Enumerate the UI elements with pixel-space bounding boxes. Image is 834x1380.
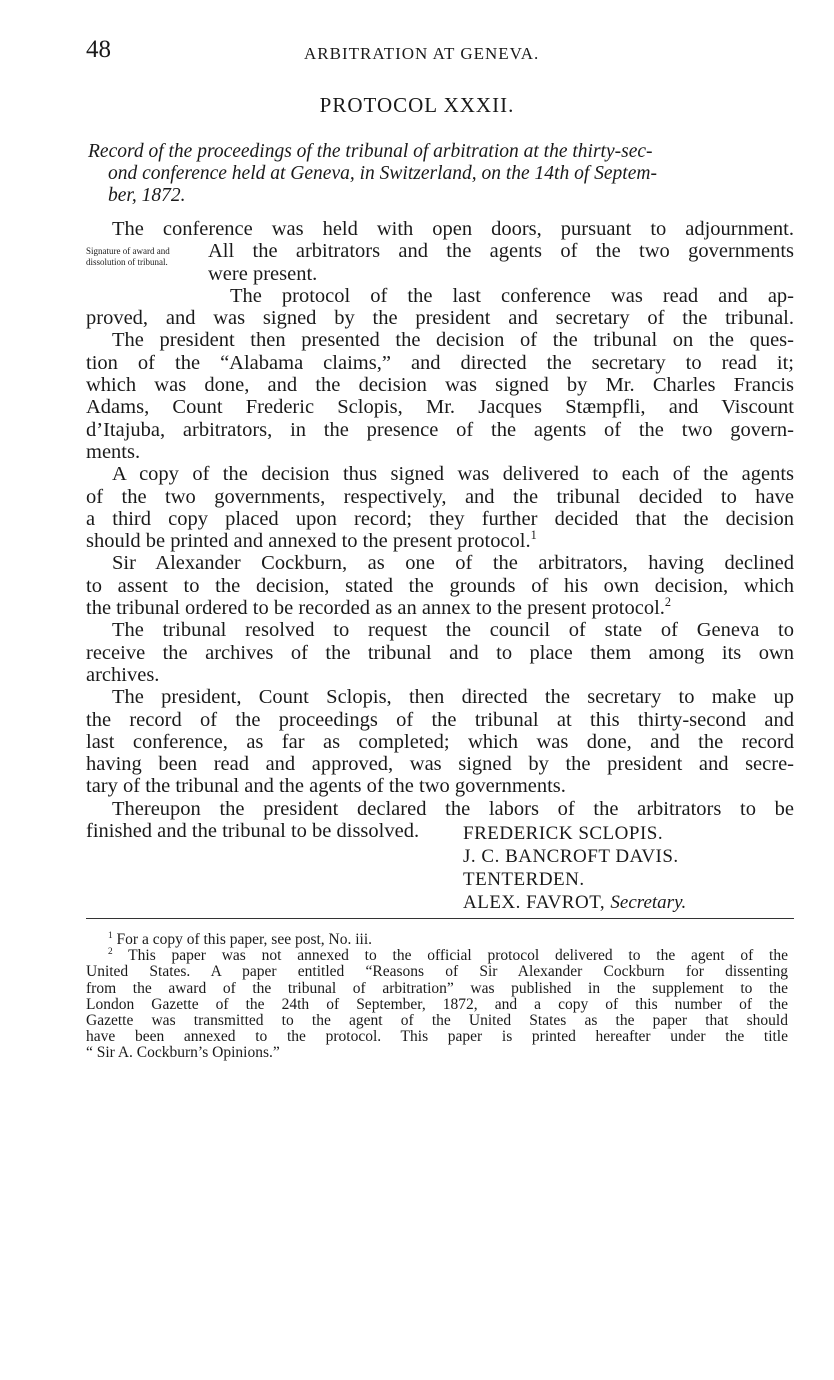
text-line: the record of the proceedings of the tribunal at this thirty-second and: [86, 708, 794, 731]
margin-note: Signature of award and dissolution of tribunal.: [86, 246, 170, 267]
text-line: were present.: [208, 262, 318, 285]
text-line: The president, Count Sclopis, then directed the secretary to make up: [112, 686, 794, 709]
footnote-marker: 1: [530, 528, 537, 543]
signature-favrot: [463, 891, 686, 914]
caption-line: ond conference held at Geneva, in Switzerland, on the 14th of Septem-: [108, 163, 657, 184]
text-line: d’Itajuba, arbitrators, in the presence of the agents of the two govern-: [86, 418, 794, 441]
footnote-divider: [86, 918, 794, 919]
text-line: having been read and approved, was signed by the president and secre-: [86, 753, 794, 776]
footnote-number: 1: [108, 930, 113, 941]
footnote-2-line: London Gazette of the 24th of September, 1872, and a copy of this number of the: [86, 995, 788, 1013]
text-line: proved, and was signed by the president and secretary of the tribunal.: [86, 307, 794, 330]
text-line: to assent to the decision, stated the grounds of his own decision, which: [86, 574, 794, 597]
protocol-heading: PROTOCOL XXXII.: [319, 93, 515, 117]
signature-tenterden: TENTERDEN.: [463, 869, 585, 890]
text-line: A copy of the decision thus signed was delivered to each of the agents: [112, 463, 794, 486]
footnote-text: This paper was not annexed to the official protocol delivered to the agent of the: [128, 947, 788, 965]
signature-sclopis: FREDERICK SCLOPIS.: [463, 823, 664, 844]
text-line: tary of the tribunal and the agents of the two governments.: [86, 775, 566, 798]
text-line: Adams, Count Frederic Sclopis, Mr. Jacques Stæmpfli, and Viscount: [86, 396, 794, 419]
protocol-body: [86, 218, 794, 842]
caption-line: ber, 1872.: [108, 185, 186, 206]
page-number: 48: [86, 36, 111, 63]
footnote-2-line: [86, 948, 788, 964]
secretary-title: Secretary.: [610, 892, 687, 913]
record-caption: [88, 141, 792, 207]
footnote-2-line: United States. A paper entitled “Reasons of Sir Alexander Cockburn for dissenting: [86, 963, 788, 981]
text-line: [86, 530, 794, 552]
text-line: finished and the tribunal to be dissolved.: [86, 820, 420, 843]
running-title: ARBITRATION AT GENEVA.: [304, 44, 540, 63]
text-line: The conference was held with open doors, pursuant to adjournment.: [112, 218, 794, 240]
text-line: The protocol of the last conference was read and ap-: [230, 284, 794, 307]
text-line: The tribunal resolved to request the council of state of Geneva to: [112, 619, 794, 642]
text-line: a third copy placed upon record; they further decided that the decision: [86, 507, 794, 530]
footnote-2-line: have been annexed to the protocol. This paper is printed hereafter under the title: [86, 1028, 788, 1046]
text-line: tion of the “Alabama claims,” and directed the secretary to read it;: [86, 351, 794, 374]
footnotes: [86, 932, 788, 1062]
signature-davis: J. C. BANCROFT DAVIS.: [463, 846, 679, 867]
text-line: The president then presented the decision of the tribunal on the ques-: [112, 329, 794, 352]
caption-line: Record of the proceedings of the tribunal of arbitration at the thirty-sec-: [88, 141, 653, 162]
text-line: Thereupon the president declared the labors of the arbitrators to be: [112, 797, 794, 820]
footnote-2-line: Gazette was transmitted to the agent of the United States as the paper that should: [86, 1011, 788, 1029]
text-line: last conference, as far as completed; which was done, and the record: [86, 730, 794, 753]
footnote-2-line: from the award of the tribunal of arbitration” was published in the supplement to the: [86, 979, 788, 997]
text-fragment: should be printed and annexed to the present protocol.: [86, 530, 531, 553]
text-line: which was done, and the decision was signed by Mr. Charles Francis: [86, 374, 794, 397]
text-fragment: the tribunal ordered to be recorded as an annex to the present protocol.: [86, 597, 665, 620]
text-line: receive the archives of the tribunal and to place them among its own: [86, 641, 794, 664]
running-head: [86, 36, 792, 70]
footnote-marker: 2: [664, 595, 672, 610]
text-line: [86, 597, 794, 619]
text-line: All the arbitrators and the agents of the two governments: [208, 240, 794, 263]
text-line: of the two governments, respectively, and the tribunal decided to have: [86, 485, 794, 508]
text-line: ments.: [86, 440, 141, 463]
text-line: Sir Alexander Cockburn, as one of the arbitrators, having declined: [112, 552, 794, 575]
footnote-number: 2: [108, 947, 113, 958]
text-line: archives.: [86, 663, 160, 686]
signature-block: [463, 822, 686, 914]
footnote-2-line: “ Sir A. Cockburn’s Opinions.”: [86, 1044, 280, 1062]
signature-name: ALEX. FAVROT,: [463, 892, 606, 913]
footnote-text: For a copy of this paper, see post, No. iii.: [116, 931, 373, 948]
footnote-1: [86, 932, 788, 948]
